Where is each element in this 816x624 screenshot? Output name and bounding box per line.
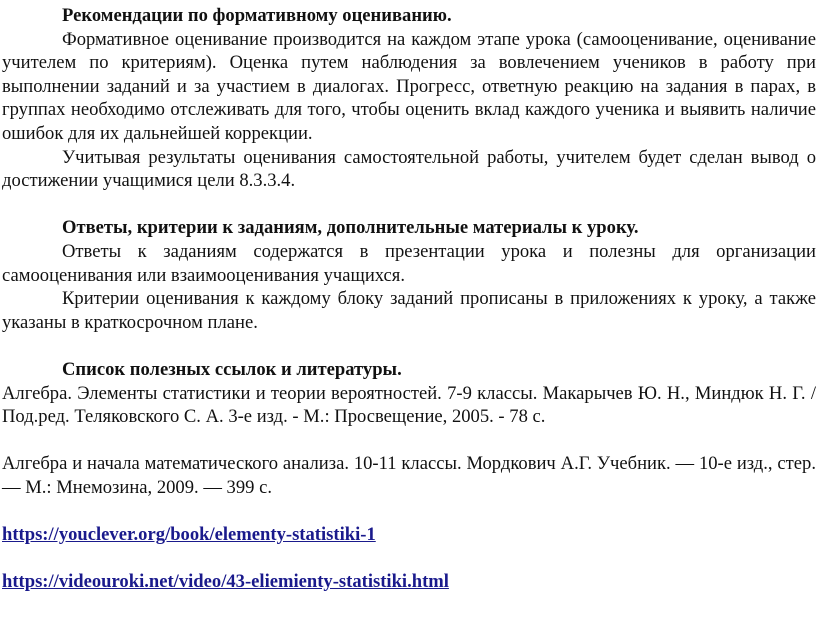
- answers-paragraph-2: Критерии оценивания к каждому блоку заданий прописаны в приложениях к уроку, а также указаны в краткосрочном плане.: [2, 288, 816, 333]
- reference-link-1[interactable]: https://youclever.org/book/elementy-statistiki-1: [2, 524, 376, 546]
- spacer: [2, 547, 816, 571]
- spacer: [2, 334, 816, 358]
- recommendations-paragraph-1: Формативное оценивание производится на каждом этапе урока (самооценивание, оценивание учителем по критериям). Оценка путем наблюдения за вовлечением учеников в работу при выполнении заданий и за участием в диалогах. Прогресс, ответную реакцию на задания в парах, в группах необходимо отслеживать для того, чтобы оценить вклад каждого ученика и выявить наличие ошибок для их дальнейшей коррекции.: [2, 28, 816, 144]
- spacer: [2, 499, 816, 523]
- reference-book-1: Алгебра. Элементы статистики и теории вероятностей. 7-9 классы. Макарычев Ю. Н., Миндюк Н. Г. / Под.ред. Теляковского С. А. 3-е изд. - М.: Просвещение, 2005. - 78 с.: [2, 382, 816, 428]
- answers-paragraph-1: Ответы к заданиям содержатся в презентации урока и полезны для организации самооценивания или взаимооценивания учащихся.: [2, 240, 816, 286]
- spacer: [2, 193, 816, 217]
- answers-heading: Ответы, критерии к заданиям, дополнительные материалы к уроку.: [62, 217, 639, 239]
- recommendations-paragraph-2: Учитывая результаты оценивания самостоятельной работы, учителем будет сделан вывод о достижении учащимися цели 8.3.3.4.: [2, 146, 816, 192]
- spacer: [2, 429, 816, 453]
- references-heading: Список полезных ссылок и литературы.: [62, 358, 402, 380]
- reference-book-2: Алгебра и начала математического анализа. 10-11 классы. Мордкович А.Г. Учебник. — 10-е изд., стер. — М.: Мнемозина, 2009. — 399 с.: [2, 453, 816, 498]
- reference-link-2[interactable]: https://videouroki.net/video/43-eliemienty-statistiki.html: [2, 571, 449, 593]
- recommendations-heading: Рекомендации по формативному оцениванию.: [62, 5, 452, 26]
